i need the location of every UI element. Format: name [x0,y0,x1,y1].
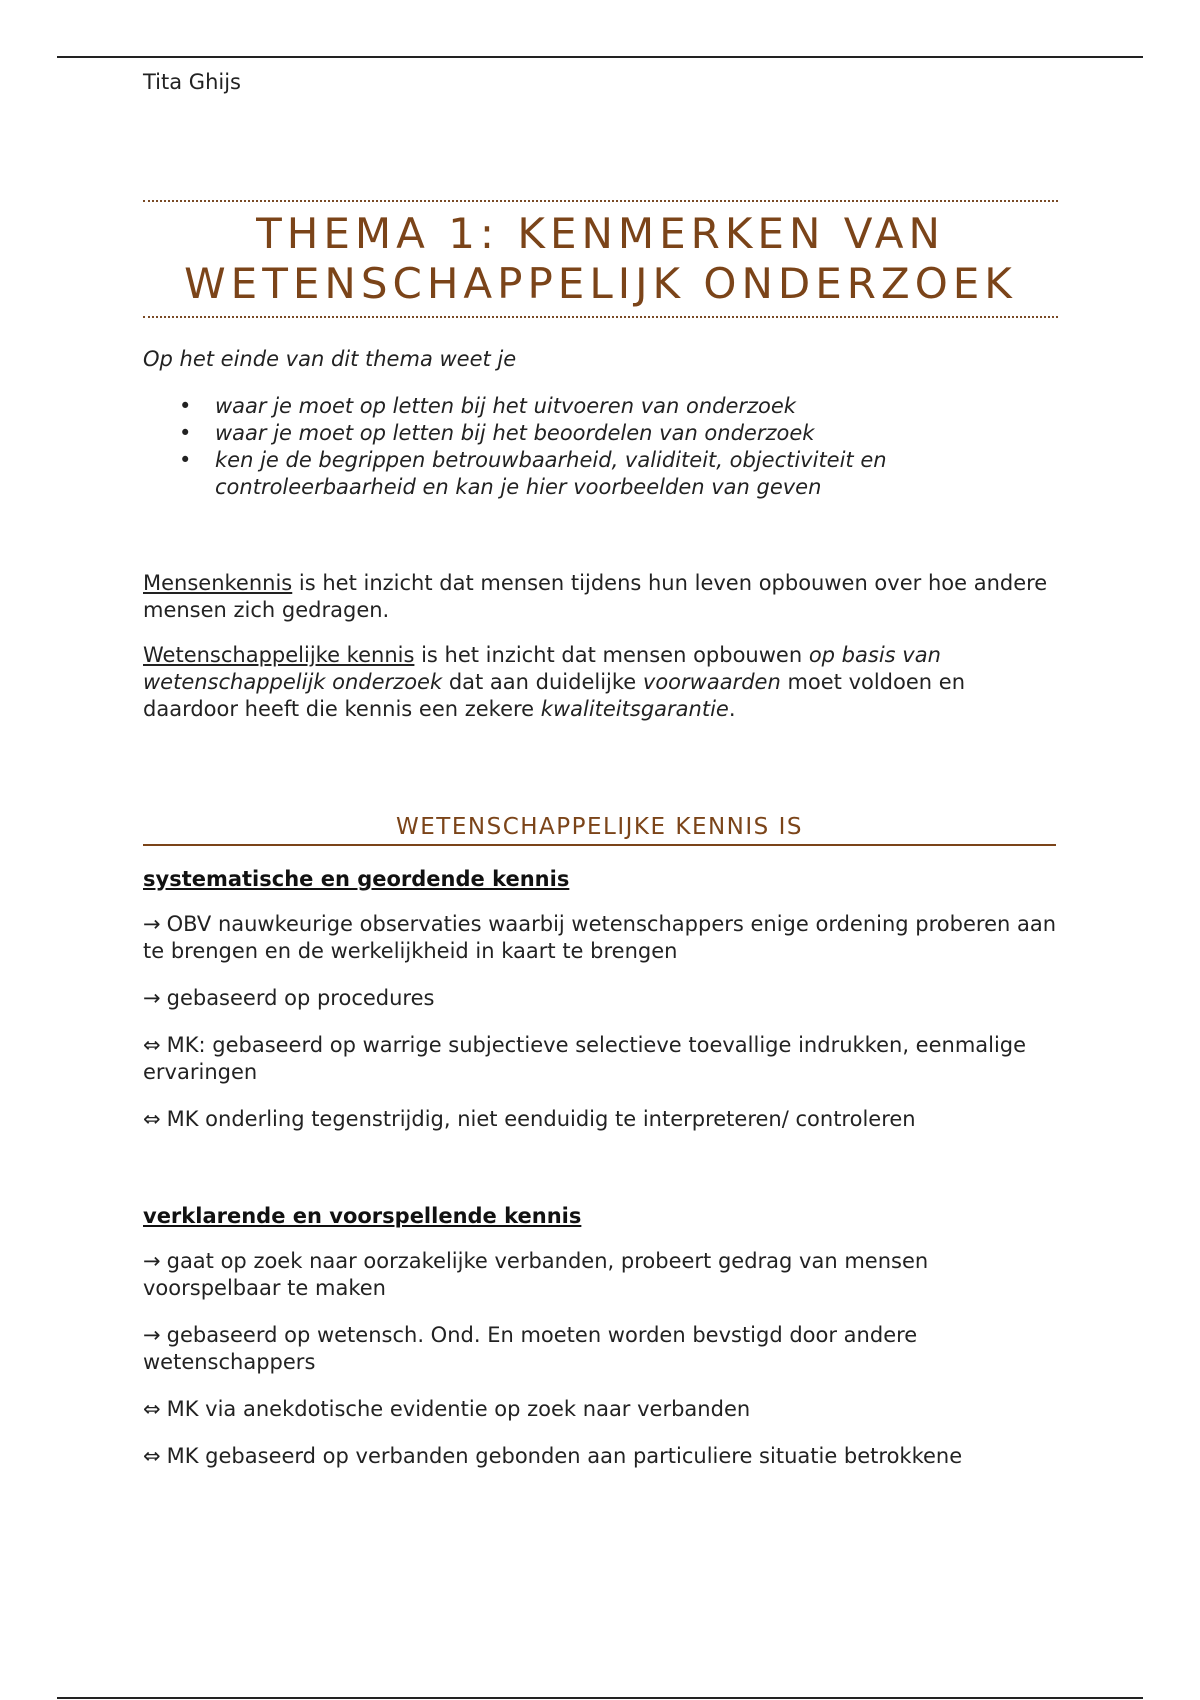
characteristic-title: verklarende en voorspellende kennis [143,1204,582,1228]
definition-wetenschappelijke-kennis [143,642,1058,723]
goals-lead: Op het einde van dit thema weet je [143,347,517,371]
goal-text: waar je moet op letten bij het beoordelen van onderzoek [215,421,815,445]
list-item [143,1396,1058,1423]
definition-text: moet voldoen en daardoor heeft die kennis een zekere [143,670,965,721]
definitions [143,570,1058,741]
term-wetenschappelijke-kennis: Wetenschappelijke kennis [143,643,415,667]
footer-rule [57,1697,1143,1699]
definition-text: is het inzicht dat mensen tijdens hun leven opbouwen over hoe andere mensen zich gedragen. [143,571,1048,622]
list-item [179,447,1058,501]
arrow-right-icon: → [143,1249,161,1273]
emphasis-text: op basis van wetenschappelijk onderzoek [143,643,941,694]
list-item [179,420,1058,447]
arrow-right-icon: → [143,1323,161,1347]
list-item [143,1106,1058,1133]
term-mensenkennis: Mensenkennis [143,571,293,595]
characteristic-title: systematische en geordende kennis [143,867,570,891]
item-text: gebaseerd op wetensch. Ond. En moeten worden bevstigd door andere wetenschappers [143,1323,918,1374]
arrow-right-icon: → [143,912,161,936]
list-item [143,1248,1058,1302]
item-text: OBV nauwkeurige observaties waarbij wetenschappers enige ordening proberen aan te brengen en de werkelijkheid in kaart te brengen [143,912,1057,963]
definition-text: . [728,697,736,721]
list-item [143,985,1058,1012]
page-title: THEMA 1: KENMERKEN VAN WETENSCHAPPELIJK ONDERZOEK [184,209,1017,308]
definition-text: is het inzicht dat mensen opbouwen [414,643,809,667]
definition-mensenkennis [143,570,1058,624]
learning-goals [143,346,1058,501]
list-item [143,1443,1058,1470]
item-text: gebaseerd op procedures [166,986,435,1010]
bullet-icon: • [179,394,192,418]
list-item [143,1322,1058,1376]
section-heading: WETENSCHAPPELIJKE KENNIS IS [143,812,1056,846]
goal-text: waar je moet op letten bij het uitvoeren van onderzoek [215,394,796,418]
item-text: MK: gebaseerd op warrige subjectieve selectieve toevallige indrukken, eenmalige ervaringen [143,1033,1027,1084]
double-arrow-icon: ⇔ [143,1033,161,1057]
goal-text: ken je de begrippen betrouwbaarheid, validiteit, objectiviteit en controleerbaarheid en kan je hier voorbeelden van geven [215,448,887,499]
bullet-icon: • [179,421,192,445]
double-arrow-icon: ⇔ [143,1397,161,1421]
emphasis-text: voorwaarden [642,670,781,694]
emphasis-text: kwaliteitsgarantie [540,697,729,721]
list-item [143,911,1058,965]
item-text: gaat op zoek naar oorzakelijke verbanden, probeert gedrag van mensen voorspelbaar te maken [143,1249,929,1300]
characteristic-block [143,1203,1058,1490]
goals-list [143,393,1058,501]
characteristic-block [143,866,1058,1153]
item-text: MK via anekdotische evidentie op zoek naar verbanden [166,1397,751,1421]
item-text: MK gebaseerd op verbanden gebonden aan particuliere situatie betrokkene [166,1444,963,1468]
double-arrow-icon: ⇔ [143,1444,161,1468]
definition-text: dat aan duidelijke [442,670,643,694]
arrow-right-icon: → [143,986,161,1010]
title-box [143,200,1058,318]
list-item [179,393,1058,420]
bullet-icon: • [179,448,192,472]
double-arrow-icon: ⇔ [143,1107,161,1131]
author-name: Tita Ghijs [143,70,241,94]
list-item [143,1032,1058,1086]
item-text: MK onderling tegenstrijdig, niet eenduidig te interpreteren/ controleren [166,1107,916,1131]
header-rule [57,56,1143,58]
